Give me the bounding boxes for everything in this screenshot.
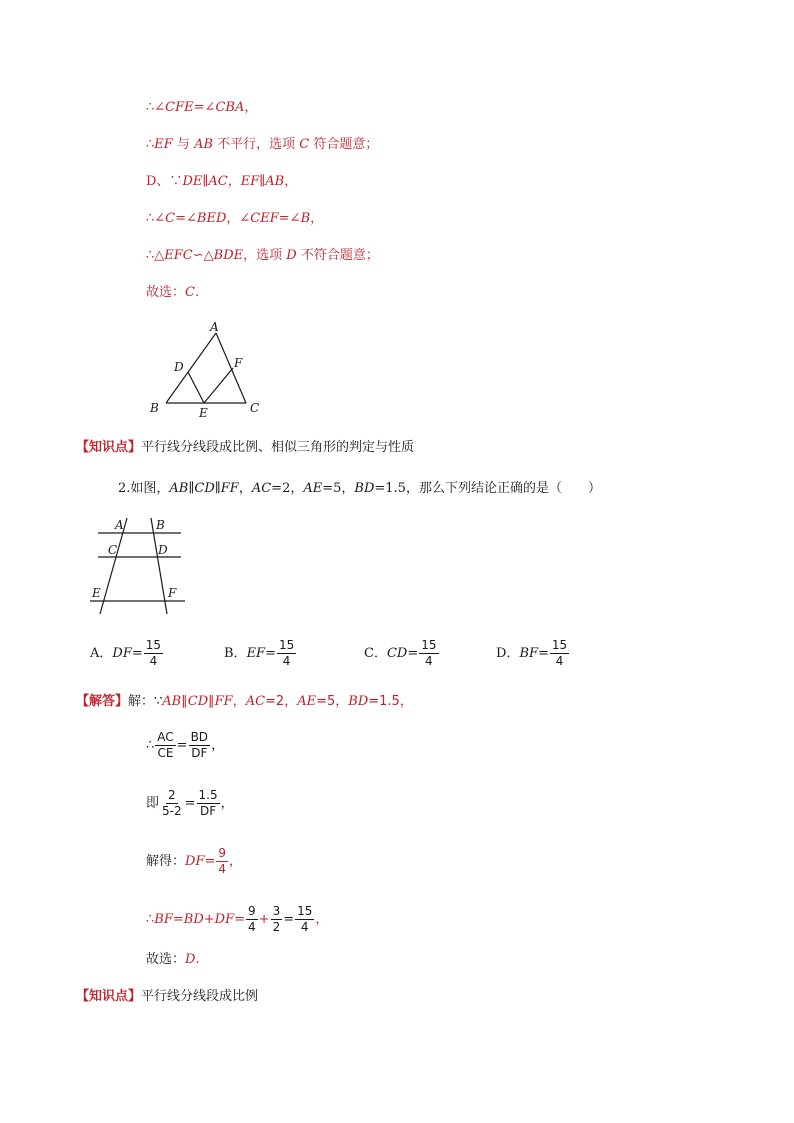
fraction: $\frac{9}{4}$ [248,904,256,934]
label-f: F [168,586,177,600]
label-d: D [174,360,184,374]
answer-line-5: ∴ BF = BD + DF = $\frac{9}{4}$ + $\frac{3}{2}$ = $\frac{15}{4}$ ， [146,904,329,934]
fraction: $\frac{AC}{CE}$ [157,730,174,760]
option-a[interactable]: A． DF = $\frac{15}{4}$ [90,638,162,668]
label-e: E [92,586,101,600]
option-c[interactable]: C． CD = $\frac{15}{4}$ [364,638,437,668]
fraction: $\frac{15}{4}$ [278,638,295,668]
option-d[interactable]: D． BF = $\frac{15}{4}$ [496,638,568,668]
label-a: A [210,320,219,334]
fraction: $\frac{2}{5-2}$ [162,788,182,818]
label-f: F [234,356,243,370]
label-b: B [156,518,165,532]
knowledge-point-1: 【知识点】平行线分线段成比例、相似三角形的判定与性质 [76,440,415,455]
label-e: E [199,406,208,418]
fraction: $\frac{15}{4}$ [421,638,437,668]
segment-ef [204,368,233,403]
answer-line-3: 即 $\frac{2}{5-2}$ = $\frac{1.5}{DF}$ ， [146,788,234,818]
fraction: $\frac{3}{2}$ [272,904,281,934]
solution-line-1: ∴∠CFE=∠CBA， [146,100,258,115]
fraction: $\frac{15}{4}$ [145,638,162,668]
fraction: $\frac{15}{4}$ [551,638,568,668]
answer-line-6: 故选：D. [146,952,200,967]
label-c: C [108,543,118,557]
parallel-lines-figure [88,514,192,618]
answer-line-4: 解得： DF = $\frac{9}{4}$ ， [146,846,243,876]
label-b: B [150,401,159,415]
segment-de [188,372,204,403]
solution-line-6: 故选：C. [146,285,200,300]
solution-line-3: D、∵DE∥AC，EF∥AB， [146,174,298,189]
knowledge-point-2: 【知识点】平行线分线段成比例 [76,989,259,1004]
label-d: D [158,543,168,557]
solution-line-5: ∴△EFC∽△BDE，选项 D 不符合题意； [146,248,379,263]
answer-header: 【解答】解：∵AB∥CD∥FF，AC=2，AE=5，BD=1.5， [76,694,413,709]
option-b[interactable]: B． EF = $\frac{15}{4}$ [224,638,295,668]
label-a: A [115,518,124,532]
solution-line-2: ∴EF 与 AB 不平行，选项 C 符合题意； [146,137,379,152]
triangle-figure [140,318,270,418]
solution-line-4: ∴∠C=∠BED，∠CEF=∠B， [146,211,324,226]
fraction: $\frac{15}{4}$ [297,904,313,934]
answer-line-2: ∴ $\frac{AC}{CE}$ = $\frac{BD}{DF}$ ， [146,730,225,760]
fraction: $\frac{1.5}{DF}$ [198,788,218,818]
question-2: 2.如图，AB∥CD∥FF，AC=2，AE=5，BD=1.5，那么下列结论正确的是（ ） [118,481,601,496]
fraction: $\frac{BD}{DF}$ [190,730,209,760]
fraction: $\frac{9}{4}$ [218,846,227,876]
label-c: C [250,401,260,415]
